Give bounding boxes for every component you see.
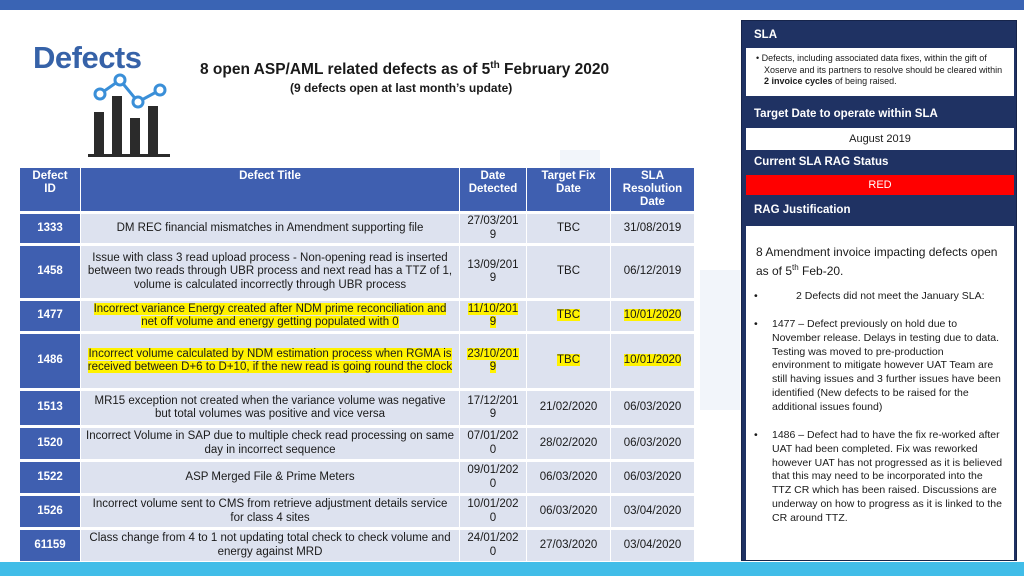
target-date-header: Target Date to operate within SLA [754, 108, 938, 120]
col-header-sla-resolution-date: SLA Resolution Date [611, 168, 695, 211]
table-row [20, 243, 695, 298]
sla-definition-text: • Defects, including associated data fixes, within the gift of Xoserve and its partners to resolve should be cleared within 2 invoice cycles of being raised. [756, 53, 1003, 86]
target-date-value: August 2019 [746, 128, 1014, 150]
page-title: Defects [33, 40, 142, 75]
defect-title: Class change from 4 to 1 not updating total check to check volume and energy against MRD [81, 527, 460, 561]
target-fix-date: 27/03/2020 [527, 527, 611, 561]
defect-title: Issue with class 3 read upload process - Non-opening read is inserted between two reads through UBR process and next read has a TTZ of 1, volume is calculated incorrectly through UBR process [81, 243, 460, 298]
defect-title [81, 298, 460, 331]
top-accent-bar [0, 0, 1024, 10]
sla-resolution-date: 10/01/2020 [611, 331, 695, 388]
sla-panel [741, 20, 1017, 561]
table-row [20, 493, 695, 527]
defect-id: 1513 [20, 388, 81, 425]
target-fix-date: TBC [527, 243, 611, 298]
table-row [20, 211, 695, 243]
defect-title [81, 331, 460, 388]
table-header-row [20, 168, 695, 211]
highlighted-title: Incorrect variance Energy created after NDM prime reconciliation and net off volume and energy getting populated with 0 [93, 302, 447, 328]
table-row [20, 298, 695, 331]
defect-id: 1526 [20, 493, 81, 527]
bullet-dot-icon: • [754, 318, 758, 330]
table-row [20, 331, 695, 388]
subheadline: (9 defects open at last month’s update) [290, 81, 513, 95]
target-fix-date: TBC [527, 331, 611, 388]
justification-summary: 8 Amendment invoice impacting defects open as of 5th Feb-20. [756, 245, 998, 278]
sla-resolution-date: 06/12/2019 [611, 243, 695, 298]
defect-id: 1333 [20, 211, 81, 243]
date-detected: 10/01/202 0 [460, 493, 527, 527]
sla-definition-box [746, 48, 1014, 96]
headline: 8 open ASP/AML related defects as of 5th February 2020 [200, 60, 610, 79]
col-header-target-fix-date: Target Fix Date [527, 168, 611, 211]
bar-chart-trend-icon [86, 72, 172, 158]
target-fix-date: TBC [527, 298, 611, 331]
bullet-dot-icon: • [754, 429, 758, 441]
sla-header: SLA [754, 29, 777, 41]
target-fix-date: 21/02/2020 [527, 388, 611, 425]
defect-title: Incorrect Volume in SAP due to multiple check read processing on same day in incorrect sequence [81, 425, 460, 459]
date-detected: 27/03/201 9 [460, 211, 527, 243]
col-header-defect-id: Defect ID [20, 168, 81, 211]
sla-resolution-date: 03/04/2020 [611, 527, 695, 561]
bottom-accent-bar [0, 562, 1024, 576]
rag-justification-header: RAG Justification [754, 204, 851, 216]
sla-resolution-date: 06/03/2020 [611, 459, 695, 493]
defect-id: 1486 [20, 331, 81, 388]
highlighted-title: Incorrect volume calculated by NDM estimation process when RGMA is received between D+6 to D+10, if the new read is going round the clock [87, 347, 453, 373]
rag-justification-box: 8 Amendment invoice impacting defects open as of 5th Feb-20. • 2 Defects did not meet the January SLA: • 1477 – Defect previously on hold due to November release. Delays in testing due to data. Testing was moved to pre-production environment to mitigate however UAT Team are still having issues and 3 further issues have been identified (New defects to be raised for the additional issues found) • 1486 – Defect had to have the fix re-worked after UAT had been completed. Fix was reworked however UAT has not progressed as it is believed that this may need to be incorporated into the TTZ CR which has been raised. Discussions are underway on how to progress as it is linked to the CR around TTZ. [746, 226, 1014, 560]
col-header-defect-title: Defect Title [81, 168, 460, 211]
sla-resolution-date: 06/03/2020 [611, 425, 695, 459]
sla-resolution-date: 31/08/2019 [611, 211, 695, 243]
date-detected: 11/10/201 9 [460, 298, 527, 331]
defect-title: Incorrect volume sent to CMS from retrieve adjustment details service for class 4 sites [81, 493, 460, 527]
defect-id: 1520 [20, 425, 81, 459]
table-row [20, 388, 695, 425]
target-fix-date: 28/02/2020 [527, 425, 611, 459]
sla-resolution-date: 06/03/2020 [611, 388, 695, 425]
date-detected: 07/01/202 0 [460, 425, 527, 459]
table-row [20, 459, 695, 493]
defect-id: 61159 [20, 527, 81, 561]
target-fix-date: 06/03/2020 [527, 459, 611, 493]
table-row [20, 425, 695, 459]
bullet-dot-icon: • [754, 290, 758, 302]
defect-title: DM REC financial mismatches in Amendment supporting file [81, 211, 460, 243]
sla-resolution-date: 10/01/2020 [611, 298, 695, 331]
date-detected: 23/10/201 9 [460, 331, 527, 388]
date-detected: 17/12/201 9 [460, 388, 527, 425]
sla-resolution-date: 03/04/2020 [611, 493, 695, 527]
rag-status-badge: RED [746, 175, 1014, 195]
rag-status-header: Current SLA RAG Status [754, 156, 889, 168]
defect-title: MR15 exception not created when the variance volume was negative but total volumes was positive and vice versa [81, 388, 460, 425]
defect-id: 1522 [20, 459, 81, 493]
target-fix-date: TBC [527, 211, 611, 243]
date-detected: 24/01/202 0 [460, 527, 527, 561]
defect-id: 1458 [20, 243, 81, 298]
col-header-date-detected: Date Detected [460, 168, 527, 211]
defects-table [20, 168, 695, 561]
defect-id: 1477 [20, 298, 81, 331]
target-fix-date: 06/03/2020 [527, 493, 611, 527]
date-detected: 09/01/202 0 [460, 459, 527, 493]
date-detected: 13/09/201 9 [460, 243, 527, 298]
table-row [20, 527, 695, 561]
defect-title: ASP Merged File & Prime Meters [81, 459, 460, 493]
